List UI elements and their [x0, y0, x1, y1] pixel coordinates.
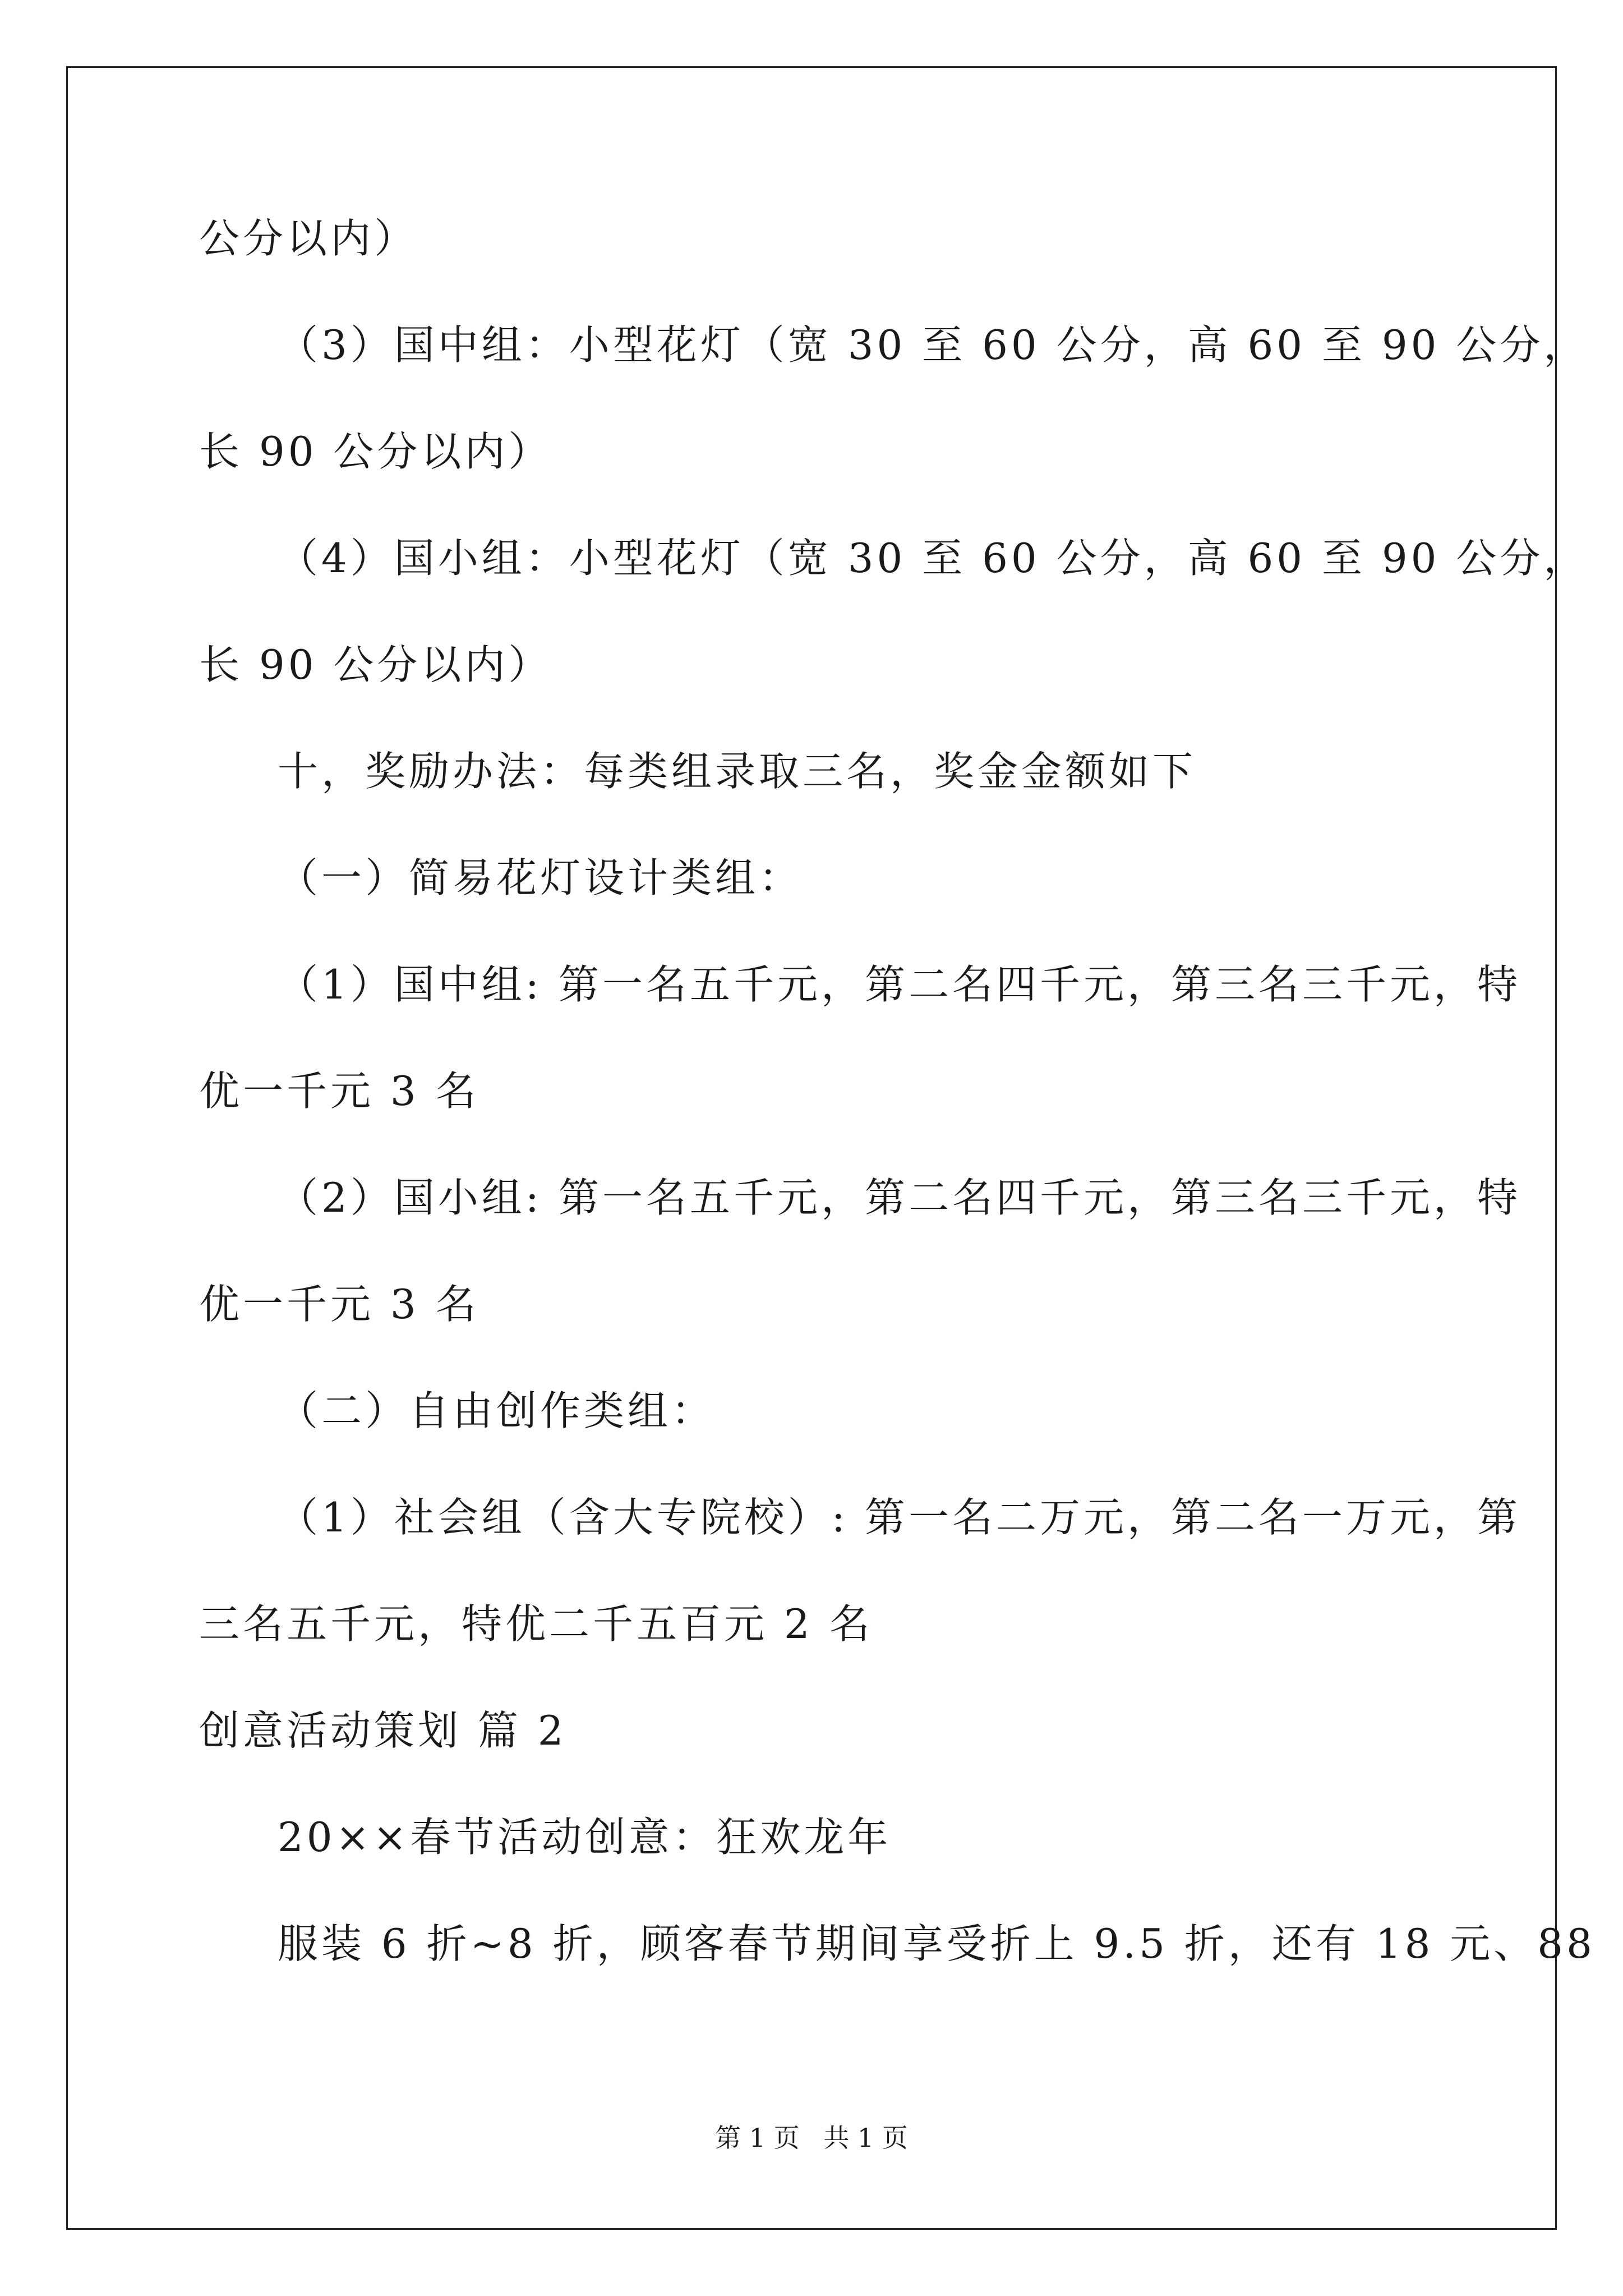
text-line: 服装 6 折~8 折，顾客春节期间享受折上 9.5 折，还有 18 元、88	[278, 1920, 1596, 1967]
text-line: 20××春节活动创意：狂欢龙年	[278, 1814, 892, 1861]
text-line: 优一千元 3 名	[199, 1068, 479, 1115]
subsection-heading: （二）自由创作类组：	[278, 1387, 716, 1434]
text-line: （4）国小组：小型花灯（宽 30 至 60 公分，高 60 至 90 公分，	[278, 535, 1588, 582]
page-border	[66, 66, 1557, 2230]
section-heading: 十，奖励办法：每类组录取三名，奖金金额如下	[278, 748, 1197, 795]
text-line: 长 90 公分以内）	[199, 641, 552, 688]
page-number: 第 1 页	[715, 2123, 800, 2153]
text-line: （2）国小组: 第一名五千元，第二名四千元，第三名三千元，特	[278, 1174, 1521, 1221]
text-line: （3）国中组：小型花灯（宽 30 至 60 公分，高 60 至 90 公分，	[278, 321, 1588, 369]
text-line: 三名五千元，特优二千五百元 2 名	[199, 1600, 873, 1648]
article-heading: 创意活动策划 篇 2	[199, 1707, 567, 1754]
text-line: 公分以内）	[199, 215, 418, 262]
text-line: 长 90 公分以内）	[199, 428, 552, 475]
subsection-heading: （一）简易花灯设计类组：	[278, 854, 803, 901]
text-line: （1）社会组（含大专院校）: 第一名二万元，第二名一万元，第	[278, 1494, 1521, 1541]
text-line: （1）国中组: 第一名五千元，第二名四千元，第三名三千元，特	[278, 961, 1521, 1008]
page-total: 共 1 页	[823, 2123, 908, 2153]
text-line: 优一千元 3 名	[199, 1281, 479, 1328]
page-footer	[0, 2121, 1623, 2155]
